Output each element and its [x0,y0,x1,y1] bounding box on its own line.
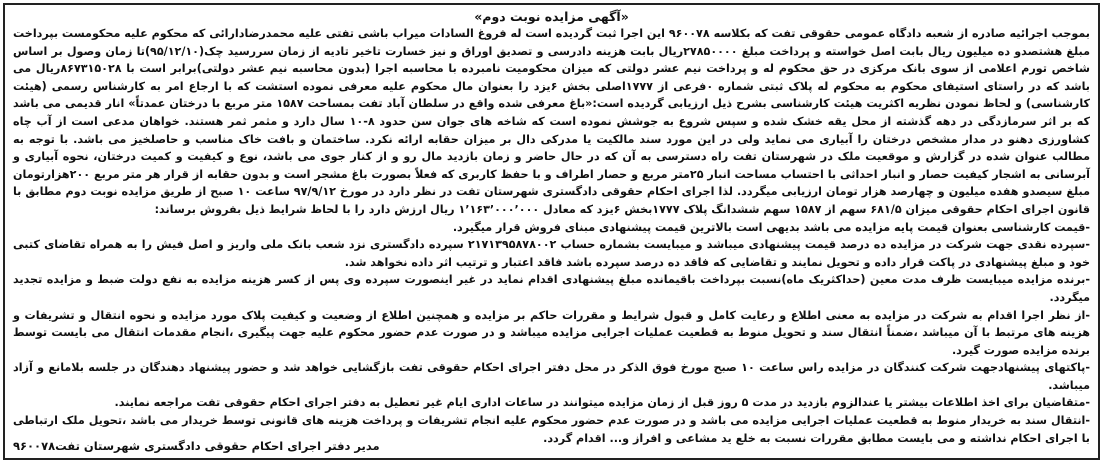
condition-acceptance: -از نظر اجرا اقدام به شرکت در مزایده به معنی اطلاع و رعایت کامل و قبول شرایط و مقررات حاکم بر مزایده و همچنین اطلاع از وضعیت و کیفیت پلاک مورد مزایده و نحوه انتقال و تشریفات و هزینه های مرتبط با آن میباشد ،ضمناً انتقال سند و تحویل منوط به قطعیت عملیات اجرایی مزایده میباشد و در صورت عدم حضور محکوم علیه جهت پیگیری ،انجام مقدمات انتقال می بایست توسط برنده مزایده صورت گیرد. [13,308,1090,357]
condition-envelope-opening: -پاکتهای پیشنهادجهت شرکت کنندگان در مزایده راس ساعت ۱۰ صبح مورخ فوق الذکر در محل دفتر اجرای احکام حقوقی تفت بازگشایی خواهد شد و حضور پیشنهاد دهندگان در جلسه بلامانع و آزاد میباشد. [13,361,1090,392]
notice-paragraph-main: بموجب اجرائیه صادره از شعبه دادگاه عمومی حقوقی تفت که بکلاسه ۹۶۰۰۷۸ این اجرا ثبت گردیده است له فروغ السادات میراب باشی تفتی علیه محمدرضادارائی که محکوم علیه محکومست بپرداخت مبلغ هشتصدو ده میلیون ریال بابت اصل خواسته و پرداخت مبلغ ۲۷۸۵۰۰۰۰ریال بابت هزینه دادرسی و تصدیق اوراق و نیز خسارت تاخیر تادیه از زمان سررسید چک(۹۵/۱۲/۱۰)تا زمان وصول بر اساس شاخص تورم اعلامی از سوی بانک مرکزی در حق محکوم له و پرداخت نیم عشر دولتی که میزان محکومیت نامبرده با محاسبه اجرا (بدون محاسبه نیم عشر دولتی)برابر است با ۸۶۷۳۱۵۰۲۸ریال می باشد که در راستای استیفای محکوم به محکوم له پلاک ثبتی شماره ۰فرعی از ۱۷۷۷اصلی بخش ۶یزد را بعنوان مال محکوم علیه معرفی نموده استشت که با ارجاع امر به کارشناس رسمی (هیئت کارشناسی) و لحاظ نمودن نظریه اکثریت هیئت کارشناسی بشرح ذیل ارزیابی گردیده است:«باغ معرفی شده واقع در سلطان آباد تفت بمساحت ۱۵۸۷ متر مربع با درختان عمدتاً» انار قدیمی می باشد که بر اثر سرمازدگی در دهه گذشته از محل یقه خشک شده و سپس شروع به جوشش نموده است که شاخه های جوان سن حدود ۸-۱۰ سال دارد و مثمر ثمر هستند. خواهان مدعی است از آب چاه کشاورزی دهنو در مدار مشخص درختان را آبیاری می نماید ولی در این مورد سند مالکیت یا مدرکی دال بر میزان حقابه ارائه نکرد. ساختمان و بافت خاک مناسب و حاصلخیز می باشد. با توجه به مطالب عنوان شده در گزارش و موقعیت ملک در شهرستان تفت راه دسترسی به آن که در حال حاضر و زمان بازدید مال رو و از کنار جوی می باشد، نوع و کیفیت و کمیت درختان، نحوه آبیاری و آبرسانی به اشجار کیفیت حصار و انبار احداثی با احتساب مساحت انبار ۲۵متر مربع و حصار اطراف و با حفظ کاربری که فعلاً بصورت باغ مشجر است و بدون حقابه از قرار هر متر مربع ۲۰۰هزارتومان مبلغ سیصدو هفده میلیون و چهارصد هزار تومان ارزیابی میگردد. لذا اجرای احکام حقوقی دادگستری شهرستان تفت در نظر دارد در مورخ ۹۷/۹/۱۲ ساعت ۱۰ صبح از طریق مزایده نوبت دوم مطابق با قانون اجرای احکام حقوقی میزان ۶۸۱/۵ سهم از ۱۵۸۷ سهم ششدانگ پلاک ۱۷۷۷بخش ۶یزد که معادل ۱٬۱۶۳٬۰۰۰٬۰۰۰ ریال ارزش دارد را با لحاظ شرایط ذیل بفروش برساند: [13,27,1091,216]
notice-frame [3,3,1100,460]
notice-body [5,25,1098,447]
condition-deposit: -سپرده نقدی جهت شرکت در مزایده ده درصد قیمت پیشنهادی میباشد و میبایست بشماره حساب ۲۱۷۱۳۹۵۸۷۸۰۰۲ سپرده دادگستری نزد شعب بانک ملی واریز و اصل فیش را به همراه تقاضای کتبی خود و مبلغ پیشنهادی در پاکت قرار داده و تحویل نمایند و تقاضایی که فاقد ده درصد سپرده باشد فاقد اعتبار و ترتیب اثر داده نخواهد شد. [13,238,1090,269]
notice-title: «آگهی مزایده نوبت دوم» [474,9,629,24]
condition-information: -متقاضیان برای اخذ اطلاعات بیشتر یا عندالزوم بازدید در مدت ۵ روز قبل از زمان مزایده میتوانند در ساعات اداری ایام غیر تعطیل به دفتر اجرای احکام حقوقی تفت مراجعه نمایند. [114,396,1090,410]
condition-base-price: -قیمت کارشناسی بعنوان قیمت پایه مزایده می باشد بدیهی است بالاترین قیمت پیشنهادی مبنای فروش قرار میگیرد. [452,220,1090,234]
condition-title-transfer: -انتقال سند به خریدار منوط به قطعیت عملیات اجرایی مزایده می باشد و در صورت عدم حضور محکوم علیه انجام تشریفات و پرداخت هزینه های قانونی توسط خریدار می باشد ،تحویل ملک ارتباطی با اجرای احکام نداشته و می بایست مطابق مقررات نسبت به خلع ید مشاعی و افراز و... اقدام گردد. [13,414,1090,445]
notice-signature: مدیر دفتر اجرای احکام حقوقی دادگستری شهرستان تفت۹۶۰۰۷۸ [13,439,380,453]
condition-payment-deadline: -برنده مزایده میبایست ظرف مدت معین (حداکثریک ماه)نسبت بپرداخت باقیمانده مبلغ پیشنهادی اقدام نماید در غیر اینصورت سپرده وی پس از کسر هزینه مزایده به نفع دولت ضبط و مزایده تجدید میگردد. [13,273,1090,304]
